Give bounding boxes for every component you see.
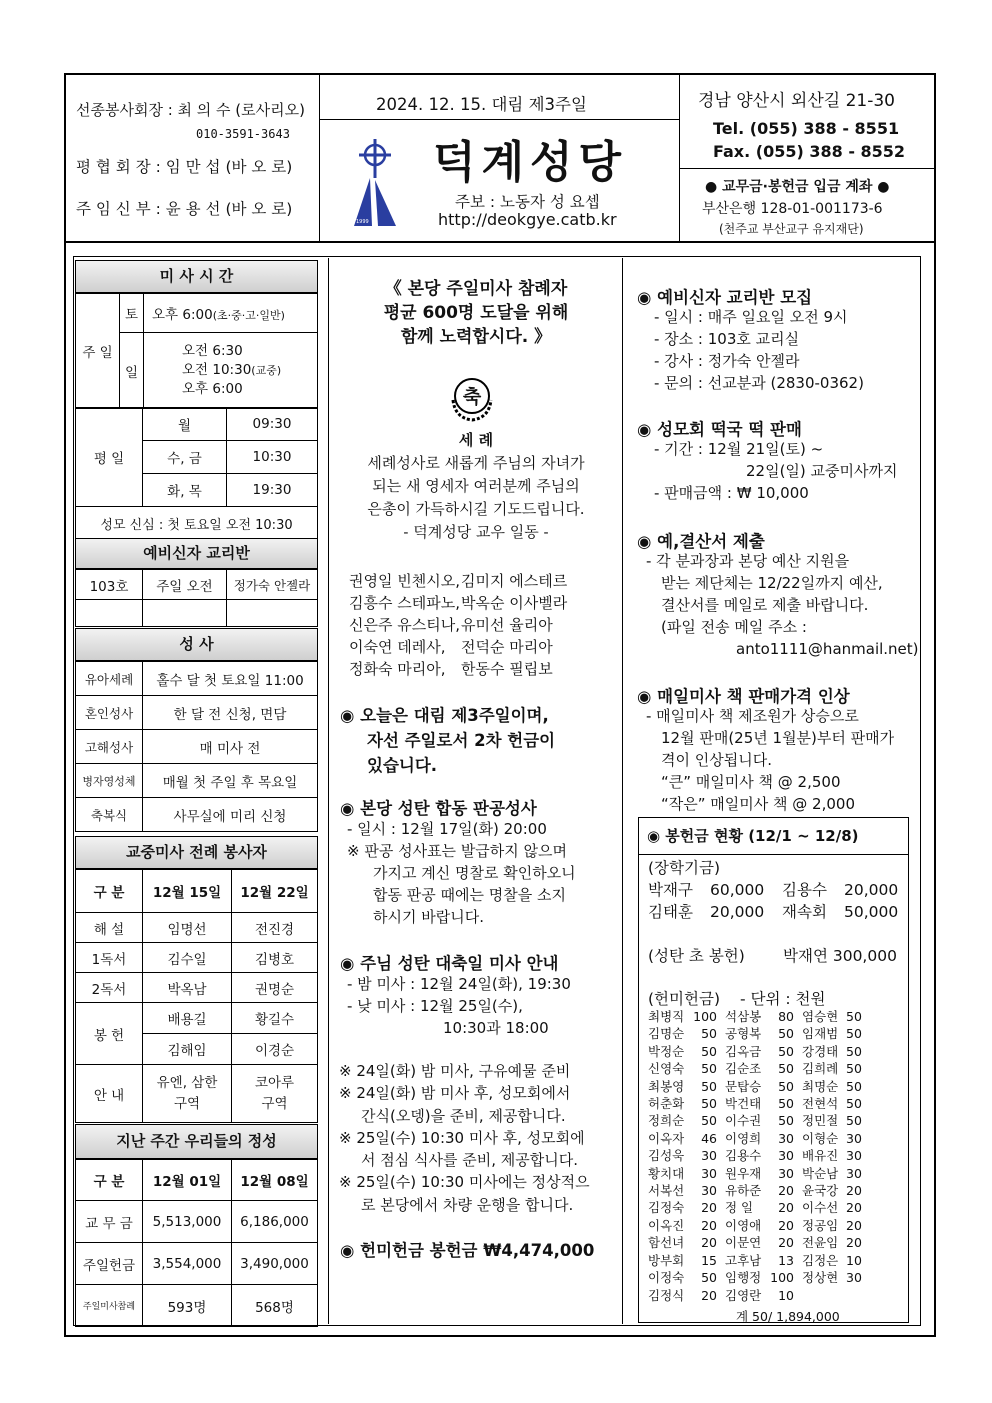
donor-name: 문탑승 (725, 1078, 762, 1094)
donor-name: 김성욱 (648, 1148, 685, 1164)
liturgy-table (75, 869, 318, 1123)
cross-logo-icon (350, 138, 400, 228)
bank-account: 부산은행 128-01-001173-6 (702, 201, 883, 217)
donor-name: 김정숙 (648, 1200, 685, 1216)
offering-amount: 5,513,000 (143, 1201, 232, 1243)
catechumen-recruit-details: - 일시 : 매주 일요일 오전 9시 - 장소 : 103호 교리실 - 강사 : 정가숙 안젤라 - 문의 : 선교분과 (2830-0362) (654, 308, 864, 392)
donor-name: 허춘화 (648, 1096, 685, 1112)
donor-amount: 50 (778, 1026, 794, 1042)
church-name: 덕계성당 (433, 137, 628, 188)
rice-cake-title: ◉ 성모회 떡국 떡 판매 (637, 420, 802, 439)
offering-total: ◉ 헌미헌금 봉헌금 ₩4,474,000 (340, 1241, 595, 1260)
donor-amount: 30 (778, 1130, 794, 1146)
guide-b: 코아루 구역 (232, 1065, 318, 1123)
donor-name: 최병직 (648, 1009, 685, 1024)
donor-name: 이옥진 (648, 1217, 685, 1233)
donor-amount: 30 (778, 1148, 794, 1164)
congrats-emblem (445, 370, 499, 424)
donor-name: 방부회 (648, 1252, 685, 1268)
church-address: 경남 양산시 외산길 21-30 (698, 91, 895, 111)
offerings-title: 지난 주간 우리들의 정성 (75, 1124, 318, 1159)
donor-name: 정민절 (802, 1113, 839, 1129)
donor-amount: 20 (778, 1217, 794, 1233)
donor-name: 정상현 (802, 1270, 839, 1286)
donor-name: 김명순 (648, 1026, 685, 1042)
liturgy-name: 전진경 (232, 913, 318, 943)
chairman: 선종봉사회장 : 최 의 수 (로사리오) (76, 101, 305, 119)
saturday-mass: 오후 6:00(초·중·고·일반) (144, 294, 318, 333)
donor-row (648, 1287, 866, 1304)
donor-amount: 50 (701, 1043, 717, 1059)
weekday-day: 월 (143, 408, 227, 441)
sacrament-desc: 사무실에 미리 신청 (143, 798, 318, 832)
donor-amount: 30 (846, 1165, 862, 1181)
donor-amount: 20 (701, 1217, 717, 1233)
offering-amount: 3,490,000 (232, 1243, 318, 1285)
catechumen-table (75, 569, 318, 627)
donor-name: 김정은 (802, 1252, 839, 1268)
header-divider-left (319, 75, 320, 242)
offerings-header: 12월 01일 (143, 1160, 232, 1201)
donor-amount: 100 (693, 1009, 717, 1024)
baptism-notice: 세 례 세례성사로 새롭게 주님의 자녀가 되는 새 영세자 여러분께 주님의 은총이 가득하시길 기도드립니다. - 덕계성당 교우 일동 - (367, 431, 585, 541)
sacrament-name: 혼인성사 (76, 696, 143, 730)
liturgy-name: 박옥남 (143, 973, 232, 1003)
offering-name: 주일헌금 (76, 1243, 143, 1285)
donor-name: 이영희 (725, 1130, 762, 1146)
donor-name: 고후남 (725, 1252, 762, 1268)
donor-amount: 50 (701, 1270, 717, 1286)
donor-name: 이수권 (725, 1113, 762, 1129)
donor-name: 이영애 (725, 1217, 762, 1233)
donor-row (648, 1060, 866, 1077)
advent-notice: ◉ 오늘은 대림 제3주일이며, 자선 주일로서 2차 헌금이 있습니다. (340, 706, 556, 775)
date-underline (319, 119, 679, 120)
offerings-table (75, 1159, 318, 1327)
sacrament-name: 축복식 (76, 798, 143, 832)
donor-name: 김용수 (725, 1148, 762, 1164)
donor-name: 이형순 (802, 1130, 839, 1146)
donor-amount: 20 (778, 1235, 794, 1251)
church-logo (350, 138, 400, 228)
donor-amount: 50 (778, 1061, 794, 1077)
headline: 《 본당 주일미사 참례자 평균 600명 도달을 위해 함께 노력합시다. 》 (383, 279, 569, 347)
donor-row (648, 1008, 866, 1025)
offerings-header: 12월 08일 (232, 1160, 318, 1201)
donor-amount: 50 (701, 1061, 717, 1077)
liturgy-name: 이경순 (232, 1034, 318, 1065)
donor-row (648, 1112, 866, 1129)
liturgy-name: 김수일 (143, 943, 232, 973)
offering-header: (헌미헌금) - 단위 : 천원 (648, 990, 826, 1008)
donor-name: 이옥자 (648, 1130, 685, 1146)
budget-details: - 각 분과장과 본당 예산 지원을 받는 제단체는 12/22일까지 예산, 결산서를 메일로 제출 바랍니다. (파일 전송 메일 주소 : anto1111@hanmail.net) (646, 552, 919, 658)
weekday-time: 10:30 (227, 441, 318, 474)
sunday-masses: 오전 6:30 오전 10:30(교중) 오후 6:00 (144, 333, 318, 409)
christmas-title: ◉ 주님 성탄 대축일 미사 안내 (340, 954, 559, 973)
donor-amount: 20 (846, 1200, 862, 1216)
donor-name: 박건태 (725, 1096, 762, 1112)
sunday-label: 주 일 (76, 294, 120, 409)
donor-amount: 50 (846, 1026, 862, 1042)
donor-row (648, 1130, 866, 1147)
donor-name: 이수선 (802, 1200, 839, 1216)
donor-amount: 30 (701, 1165, 717, 1181)
donor-name: 김순조 (725, 1061, 762, 1077)
donor-name: 윤국강 (802, 1183, 839, 1199)
donation-title: ◉ 봉헌금 현황 (12/1 ~ 12/8) (639, 818, 908, 855)
liturgy-name: 배용길 (143, 1003, 232, 1034)
header-divider (64, 241, 936, 243)
donor-name: 김정식 (648, 1287, 685, 1303)
donor-name: 최봉영 (648, 1078, 685, 1094)
donor-name: 정 일 (725, 1200, 754, 1216)
offerings-header: 구 분 (76, 1160, 143, 1201)
liturgy-name: 임명선 (143, 913, 232, 943)
donor-row (648, 1078, 866, 1095)
bulletin-date: 2024. 12. 15. 대림 제3주일 (376, 95, 587, 114)
donor-name: 공형복 (725, 1026, 762, 1042)
donor-row (648, 1095, 866, 1112)
weekday-time: 09:30 (227, 408, 318, 441)
donor-name: 황치대 (648, 1165, 685, 1181)
donor-amount: 20 (701, 1287, 717, 1303)
sacrament-name: 병자영성체 (76, 764, 143, 798)
liturgy-header: 구 분 (76, 870, 143, 913)
donor-name: 서복선 (648, 1183, 685, 1199)
donor-amount: 50 (846, 1096, 862, 1112)
offering-name: 교 무 금 (76, 1201, 143, 1243)
missal-price-title: ◉ 매일미사 책 판매가격 인상 (637, 687, 850, 706)
council-president: 평 협 회 장 : 임 만 섭 (바 오 로) (76, 158, 293, 176)
liturgy-role: 해 설 (76, 913, 143, 943)
baptism-names: 권영일 빈첸시오,김미지 에스테르 김흥수 스테파노,박옥순 이사벨라 신은주 유스티나,유미선 율리아 이숙연 데레사, 전덕순 마리아 정화숙 마리아, 한동수 필립보 (349, 572, 568, 678)
offering-amount: 3,554,000 (143, 1243, 232, 1285)
donor-name: 신영숙 (648, 1061, 685, 1077)
donor-amount: 100 (770, 1270, 794, 1286)
tel: Tel. (055) 388 - 8551 (713, 119, 900, 138)
weekday-day: 화, 목 (143, 474, 227, 507)
scholarship-fund: (장학기금) 박재구 60,000 김용수 20,000 김태훈 20,000 재속회 50,000 (648, 859, 899, 921)
catechumen-recruit-title: ◉ 예비신자 교리반 모집 (637, 288, 813, 307)
donor-amount: 50 (778, 1096, 794, 1112)
church-url[interactable]: http://deokgye.catb.kr (438, 210, 617, 229)
donor-name: 김옥금 (725, 1043, 762, 1059)
donor-amount: 50 (846, 1009, 862, 1024)
sacrament-name: 고해성사 (76, 730, 143, 764)
marian-devotion: 성모 신심 : 첫 토요일 오전 10:30 (76, 507, 318, 541)
christmas-details: - 밤 미사 : 12월 24일(화), 19:30 - 낮 미사 : 12월 25일(수), 10:30과 18:00 (347, 975, 571, 1037)
donor-row (648, 1217, 866, 1234)
congrats-char: 축 (462, 386, 482, 408)
budget-title: ◉ 예,결산서 제출 (637, 532, 765, 551)
donor-name: 이문연 (725, 1235, 762, 1251)
donor-amount: 50 (701, 1113, 717, 1129)
donor-amount: 50 (701, 1078, 717, 1094)
donor-name: 강경태 (802, 1043, 839, 1059)
liturgy-header: 12월 22일 (232, 870, 318, 913)
donor-name: 유하준 (725, 1183, 762, 1199)
liturgy-role: 1독서 (76, 943, 143, 973)
penance-details: - 일시 : 12월 17일(화) 20:00 ※ 판공 성사표는 발급하지 않으며 가지고 계신 명찰로 확인하오니 합동 판공 때에는 명찰을 소지 하시기 바랍니다. (347, 820, 576, 926)
liturgy-header: 12월 15일 (143, 870, 232, 913)
sacrament-desc: 홀수 달 첫 토요일 11:00 (143, 662, 318, 696)
donor-amount: 50 (846, 1113, 862, 1129)
mass-times-title: 미 사 시 간 (75, 260, 318, 293)
pastor: 주 임 신 부 : 윤 용 선 (바 오 로) (76, 200, 293, 218)
donor-amount: 30 (701, 1148, 717, 1164)
donor-name: 전윤임 (802, 1235, 839, 1251)
christmas-notes: ※ 24일(화) 밤 미사, 구유예물 준비 ※ 24일(화) 밤 미사 후, 성모회에서 간식(오뎅)을 준비, 제공합니다. ※ 25일(수) 10:30 미사 후, 성모회에 서 점심 식사를 준비, 제공합니다. ※ 25일(수) 10:30 미사에는 정상적으 로 본당에서 차량 운행을 합니다. (339, 1062, 590, 1214)
sacrament-name: 유아세례 (76, 662, 143, 696)
donor-name: 석삼봉 (725, 1009, 762, 1024)
offering-amount: 593명 (143, 1285, 232, 1327)
donor-name: 임행정 (725, 1270, 762, 1286)
donor-amount: 30 (701, 1183, 717, 1199)
donor-amount: 20 (846, 1183, 862, 1199)
donor-amount: 30 (846, 1130, 862, 1146)
liturgy-role: 2독서 (76, 973, 143, 1003)
donor-amount: 50 (846, 1061, 862, 1077)
account-owner: (천주교 부산교구 유지재단) (719, 222, 864, 236)
fax: Fax. (055) 388 - 8552 (713, 142, 906, 161)
donor-row (648, 1147, 866, 1164)
offering-amount: 6,186,000 (232, 1201, 318, 1243)
donor-row (648, 1182, 866, 1199)
rice-cake-details: - 기간 : 12월 21일(토) ~ 22일(일) 교중미사까지 - 판매금액 : ₩ 10,000 (654, 440, 898, 502)
donor-amount: 20 (846, 1217, 862, 1233)
sacraments-table (75, 661, 318, 832)
donor-row (648, 1252, 866, 1269)
sacrament-desc: 매월 첫 주일 후 목요일 (143, 764, 318, 798)
guide-a: 유엔, 삼한 구역 (143, 1065, 232, 1123)
donor-amount: 20 (846, 1235, 862, 1251)
sacrament-desc: 한 달 전 신청, 면담 (143, 696, 318, 730)
donor-name: 이정숙 (648, 1270, 685, 1286)
sacrament-desc: 매 미사 전 (143, 730, 318, 764)
donor-amount: 50 (701, 1096, 717, 1112)
donor-amount: 50 (701, 1026, 717, 1042)
donor-name: 함선녀 (648, 1235, 685, 1251)
donor-name: 원우재 (725, 1165, 762, 1181)
donor-name: 최명순 (802, 1078, 839, 1094)
donor-name: 김희례 (802, 1061, 839, 1077)
missal-price-details: - 매일미사 책 제조원가 상승으로 12월 판매(25년 1월분)부터 판매가 격이 인상됩니다. “큰” 매일미사 책 @ 2,500 “작은” 매일미사 책 @ 2,000 (646, 707, 895, 813)
patron-saint: 주보 : 노동자 성 요셉 (455, 193, 600, 211)
donor-amount: 30 (846, 1270, 862, 1286)
donor-amount: 20 (701, 1235, 717, 1251)
weekday-label: 평 일 (76, 408, 143, 507)
catechumen-room: 103호 (76, 570, 143, 600)
donor-amount: 13 (778, 1252, 794, 1268)
catechumen-teacher: 정가숙 안젤라 (227, 570, 318, 600)
account-title: ● 교무금·봉헌금 입금 계좌 ● (705, 179, 890, 195)
donor-name: 배유진 (802, 1148, 839, 1164)
donor-name: 정희순 (648, 1113, 685, 1129)
svg-text:1999: 1999 (356, 219, 369, 225)
donor-amount: 20 (778, 1200, 794, 1216)
donor-row (648, 1043, 866, 1060)
weekday-table (75, 407, 318, 541)
mass-times-table (75, 293, 318, 409)
weekday-day: 수, 금 (143, 441, 227, 474)
christmas-candle: (성탄 초 봉헌) 박재연 300,000 (648, 947, 897, 965)
liturgy-name: 황길수 (232, 1003, 318, 1034)
donor-amount: 20 (778, 1183, 794, 1199)
donor-name: 염승현 (802, 1009, 839, 1024)
liturgy-role: 봉 헌 (76, 1003, 143, 1065)
donor-amount: 50 (778, 1078, 794, 1094)
donor-name: 전현석 (802, 1096, 839, 1112)
donor-name: 정공임 (802, 1217, 839, 1233)
donor-row (648, 1199, 866, 1216)
donor-row (648, 1234, 866, 1251)
donor-amount: 80 (778, 1009, 794, 1024)
donor-name: 임재범 (802, 1026, 839, 1042)
offering-name: 주일미사참례 (76, 1285, 143, 1327)
donor-row (648, 1025, 866, 1042)
donor-row (648, 1165, 866, 1182)
offering-amount: 568명 (232, 1285, 318, 1327)
penance-title: ◉ 본당 성탄 합동 판공성사 (340, 799, 537, 818)
donor-name: 김영란 (725, 1287, 762, 1303)
donor-amount: 10 (778, 1287, 794, 1303)
catechumen-title: 예비신자 교리반 (75, 538, 318, 569)
donor-amount: 50 (778, 1113, 794, 1129)
offering-sum: 계 50/ 1,894,000 (736, 1309, 840, 1324)
donor-amount: 30 (778, 1165, 794, 1181)
donor-amount: 30 (846, 1148, 862, 1164)
donor-name: 박순남 (802, 1165, 839, 1181)
header-divider-right (679, 75, 680, 242)
donor-row (648, 1269, 866, 1286)
donor-amount: 46 (701, 1130, 717, 1146)
sunday-label-day: 일 (120, 333, 144, 409)
liturgy-name: 권명순 (232, 973, 318, 1003)
donor-amount: 50 (846, 1078, 862, 1094)
sacraments-title: 성 사 (75, 628, 318, 661)
donor-amount: 15 (701, 1252, 717, 1268)
donor-amount: 50 (846, 1043, 862, 1059)
donor-amount: 10 (846, 1252, 862, 1268)
weekday-time: 19:30 (227, 474, 318, 507)
address-underline (679, 168, 935, 169)
chairman-phone: 010-3591-3643 (196, 127, 290, 141)
liturgy-role: 안 내 (76, 1065, 143, 1123)
liturgy-name: 김해임 (143, 1034, 232, 1065)
donor-amount: 50 (778, 1043, 794, 1059)
saturday-label: 토 (120, 294, 144, 333)
donor-name: 박정순 (648, 1043, 685, 1059)
catechumen-time: 주일 오전 (143, 570, 227, 600)
donor-amount: 20 (701, 1200, 717, 1216)
liturgy-name: 김병호 (232, 943, 318, 973)
offering-donor-list (648, 1008, 866, 1304)
liturgy-title: 교중미사 전례 봉사자 (75, 836, 318, 869)
